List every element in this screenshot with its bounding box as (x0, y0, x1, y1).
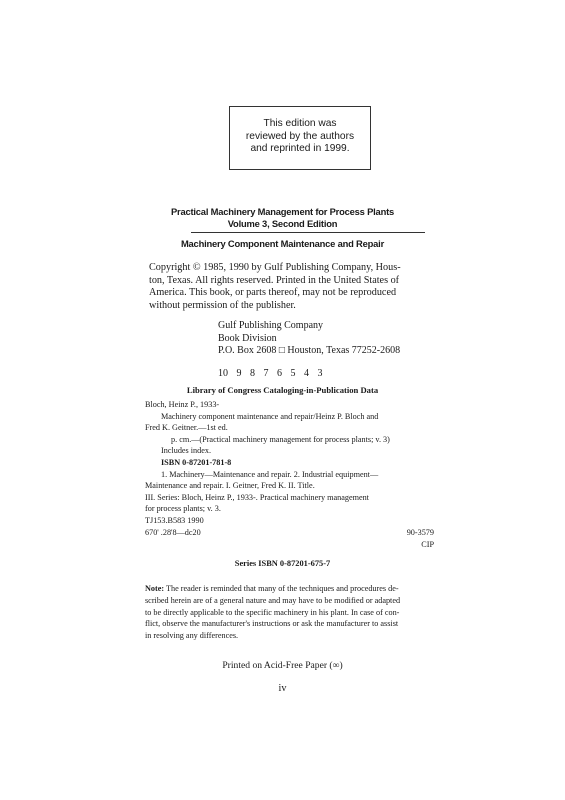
series-isbn: Series ISBN 0-87201-675-7 (234, 559, 331, 568)
cip-isbn: ISBN 0-87201-781-8 (161, 457, 232, 467)
page-number: iv (278, 683, 287, 694)
copyright-line: Copyright © 1985, 1990 by Gulf Publishing Company, Hous- (149, 262, 401, 273)
copyright-line: without permission of the publisher. (149, 299, 296, 311)
publisher-block (218, 320, 400, 358)
note-line: to be directly applicable to the specific machinery in his plant. In case of con- (145, 607, 400, 617)
note-line: in resolving any differences. (145, 631, 239, 641)
cip-series: III. Series: Bloch, Heinz P., 1933-. Practical machinery management (145, 492, 369, 502)
book-title: Machinery Component Maintenance and Repair (180, 238, 385, 249)
note-line: scribed herein are of a general nature and may have to be modified or adapted (145, 595, 401, 605)
publisher-name: Gulf Publishing Company (218, 320, 324, 331)
cip-right-column (407, 527, 434, 550)
reader-note (145, 583, 445, 642)
series-title: Practical Machinery Management for Process Plants (170, 206, 395, 217)
cip-data (145, 399, 445, 538)
volume-title: Volume 3, Second Edition (227, 218, 338, 229)
reprint-notice-text (229, 118, 371, 156)
cip-description: p. cm.—(Practical machinery management for process plants; v. 3) (171, 434, 390, 444)
cip-dewey: 670' .28'8—dc20 (145, 527, 201, 537)
cip-subjects: Maintenance and repair. I. Geitner, Fred K. II. Title. (145, 481, 315, 491)
loc-heading: Library of Congress Cataloging-in-Publication Data (186, 385, 379, 395)
acid-free-notice: Printed on Acid-Free Paper (∞) (222, 660, 343, 671)
cip-title-line: Fred K. Geitner.—1st ed. (145, 423, 228, 433)
copyright-line: ton, Texas. All rights reserved. Printed in the United States of (149, 274, 400, 286)
cip-title-line: Machinery component maintenance and repair/Heinz P. Bloch and (161, 411, 379, 421)
note-text: The reader is reminded that many of the techniques and procedures de- (166, 584, 399, 593)
notice-line: reviewed by the authors (245, 130, 355, 142)
cip-index-note: Includes index. (161, 446, 212, 456)
copyright-line: America. This book, or parts thereof, may not be reproduced (149, 287, 397, 298)
publisher-division: Book Division (218, 332, 277, 344)
cip-lc-class: TJ153.B583 1990 (145, 515, 204, 525)
note-label: Note: (145, 584, 165, 593)
notice-line: This edition was (263, 118, 337, 129)
note-line (145, 583, 445, 595)
cip-subjects: 1. Machinery—Maintenance and repair. 2. Industrial equipment— (161, 469, 379, 479)
cip-lccn: 90-3579 (406, 528, 434, 537)
note-line: flict, observe the manufacturer's instructions or ask the manufacturer to assist (145, 619, 399, 629)
cip-series: for process plants; v. 3. (145, 504, 221, 514)
notice-line: and reprinted in 1999. (250, 143, 350, 154)
cip-author: Bloch, Heinz P., 1933- (145, 400, 220, 409)
publisher-address: P.O. Box 2608 □ Houston, Texas 77252-2608 (218, 345, 401, 356)
cip-label: CIP (421, 539, 434, 549)
title-divider (191, 232, 425, 233)
copyright-notice (149, 262, 465, 312)
print-line: 10 9 8 7 6 5 4 3 (218, 368, 323, 379)
